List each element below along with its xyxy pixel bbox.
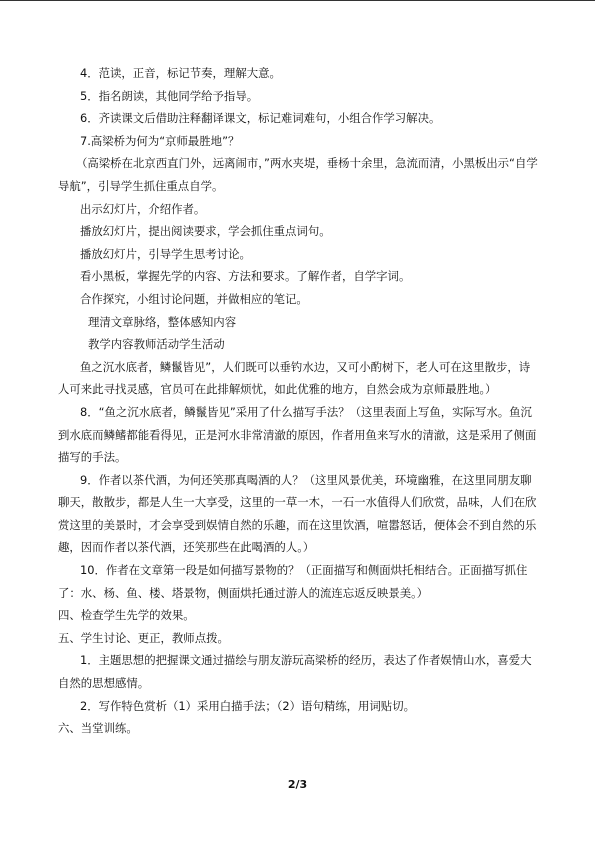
paragraph: 7.高梁桥为何为“京师最胜地”？ (80, 133, 240, 148)
section-heading: 四、检查学生先学的效果。 (58, 608, 195, 623)
paragraph: 5．指名朗读，其他同学给予指导。 (80, 88, 259, 103)
paragraph: 1．主题思想的把握课文通过描绘与朋友游玩高梁桥的经历，表达了作者娱情山水，喜爱大自然的思想感情。 (58, 653, 532, 691)
paragraph: 理清文章脉络，整体感知内容 (88, 314, 237, 329)
section-heading: 五、学生讨论、更正，教师点拨。 (58, 630, 229, 645)
paragraph: 教学内容教师活动学生活动 (88, 337, 225, 352)
paragraph: 4．范读，正音，标记节奏，理解大意。 (80, 66, 281, 80)
document-body (58, 62, 538, 740)
paragraph: 2．写作特色赏析（1）采用白描手法；（2）语句精练，用词贴切。 (80, 698, 415, 713)
paragraph: 看小黑板，掌握先学的内容、方法和要求。了解作者，自学字词。 (80, 269, 411, 284)
paragraph: 播放幻灯片，引导学生思考讨论。 (80, 246, 251, 261)
page-number: 2/3 (287, 778, 308, 791)
paragraph: 10．作者在文章第一段是如何描写景物的？（正面描写和侧面烘托相结合。正面描写抓住了：水、杨、鱼、楼、塔景物，侧面烘托通过游人的流连忘返反映景美。） (58, 563, 528, 600)
paragraph: 8．“鱼之沉水底者，鳞鬣皆见”采用了什么描写手法？（这里表面上写鱼，实际写水。鱼沉到水底而鳞鳍都能看得见，正是河水非常清澈的原因，作者用鱼来写水的清澈，这是采用了侧面描写的手法。 (58, 404, 537, 465)
paragraph: 出示幻灯片，介绍作者。 (80, 201, 206, 216)
header-rule (0, 0, 595, 1)
paragraph: 9．作者以茶代酒，为何还笑那真喝酒的人？（这里风景优美，环境幽雅，在这里同朋友聊聊天，散散步，都是人生一大享受，这里的一草一木，一石一水值得人们欣赏，品味，人们在欣赏这里的美景时，才会享受到娱情自然的乐趣，而在这里饮酒，喧嚣怒话，便体会不到自然的乐趣，因而作者以茶代酒，还笑那些在此喝酒的人。） (58, 472, 537, 555)
paragraph: 播放幻灯片，提出阅读要求，学会抓住重点词句。 (80, 224, 331, 239)
section-heading: 六、当堂训练。 (58, 721, 138, 736)
paragraph: （高梁桥在北京西直门外，远离闹市，”两水夹堤，垂杨十余里，急流而清，小黑板出示“自学导航”，引导学生抓住重点自学。 (58, 156, 538, 193)
paragraph: 鱼之沉水底者，鳞鬣皆见”，人们既可以垂钓水边，又可小酌树下，老人可在这里散步，诗人可来此寻找灵感，官员可在此排解烦忧，如此优雅的地方，自然会成为京师最胜地。） (58, 359, 531, 397)
paragraph: 合作探究，小组讨论问题，并做相应的笔记。 (80, 291, 308, 306)
paragraph: 6．齐读课文后借助注释翻译课文，标记难词难句，小组合作学习解决。 (80, 111, 441, 126)
